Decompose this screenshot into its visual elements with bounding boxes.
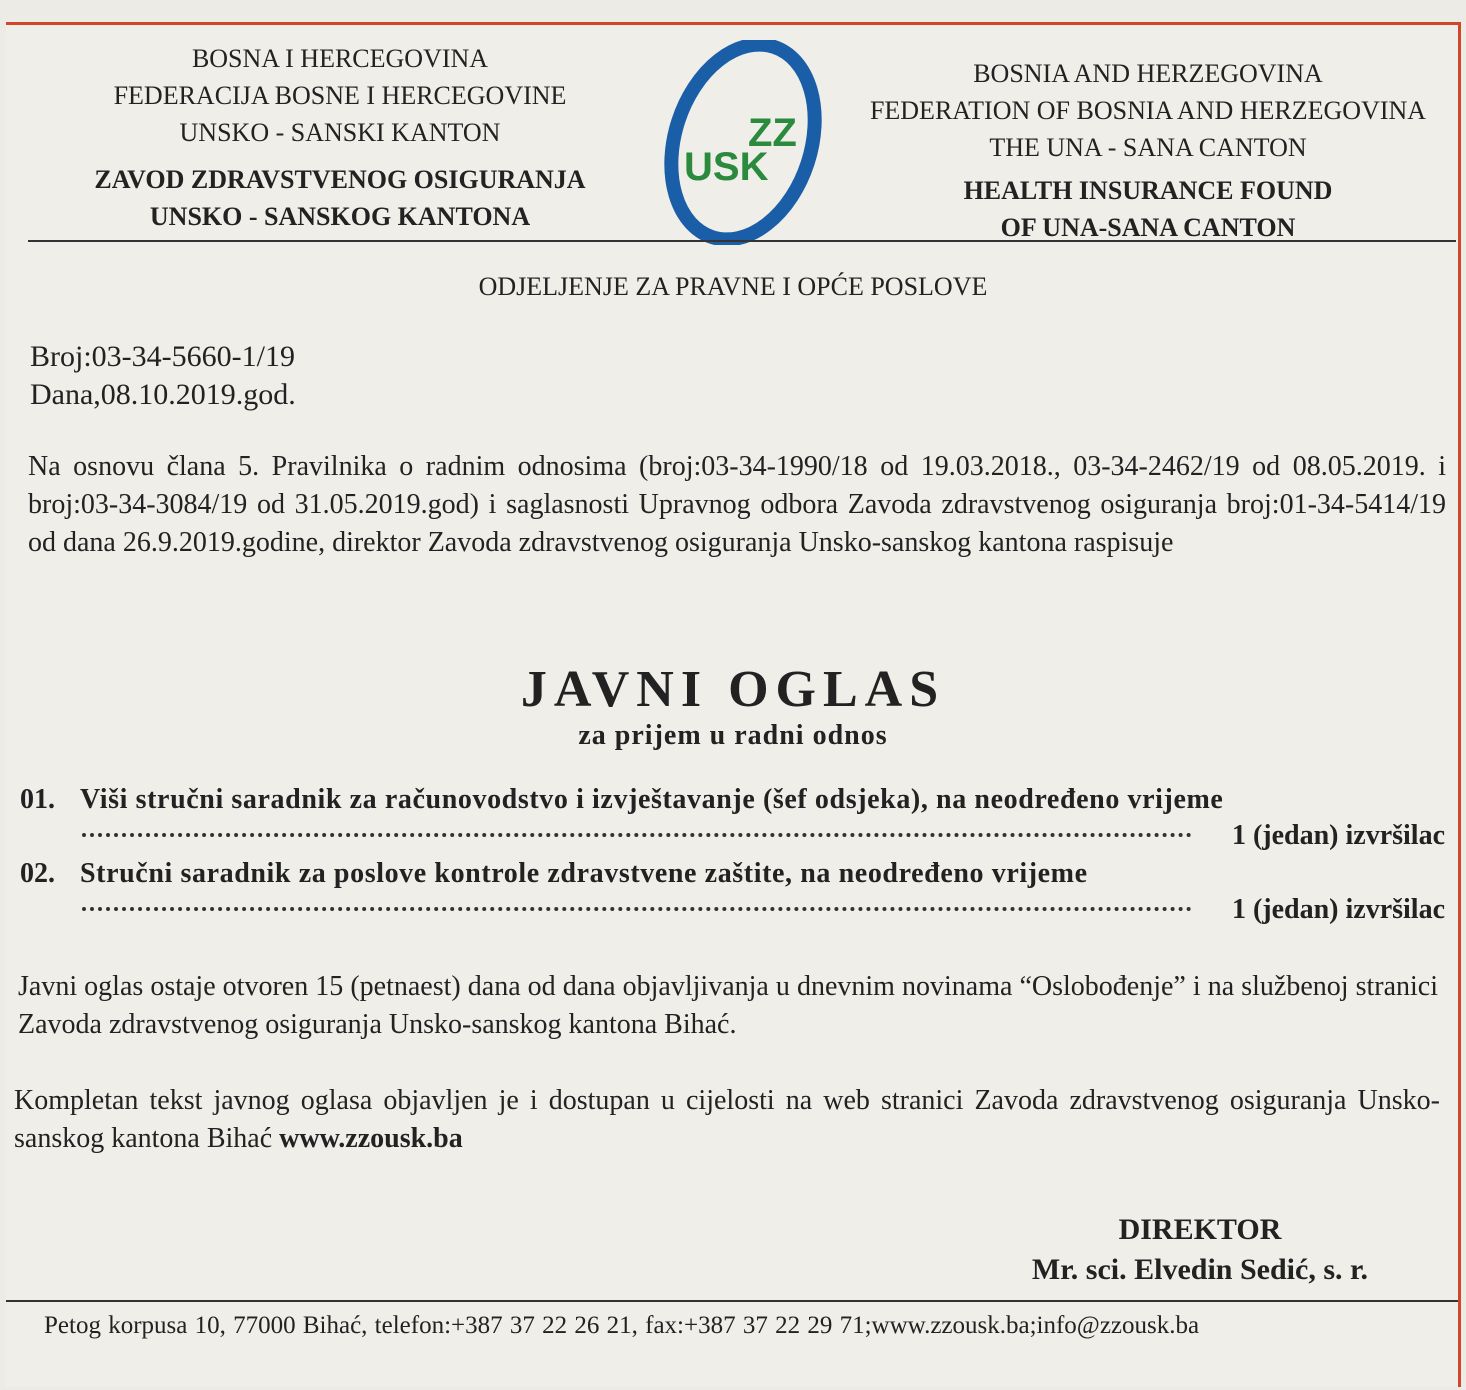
dot-leader — [82, 830, 1192, 837]
institution-name-en-line2: OF UNA-SANA CANTON — [1000, 213, 1296, 242]
institution-name: ZAVOD ZDRAVSTVENOG OSIGURANJA — [94, 165, 586, 194]
position-number: 01. — [20, 784, 55, 815]
canton-name: UNSKO - SANSKI KANTON — [179, 118, 501, 147]
reference-block — [30, 338, 296, 414]
position-count: 1 (jedan) izvršilac — [1231, 894, 1445, 925]
reference-number: Broj:03-34-5660-1/19 — [30, 340, 295, 373]
intro-paragraph: Na osnovu člana 5. Pravilnika o radnim odnosima (broj:03-34-1990/18 od 19.03.2018., 03-34-2462/19 od 08.05.2019. i broj:03-34-3084/19 od 31.05.2019.god) i saglasnosti Upravnog odbora Zavoda zdravstvenog osiguranja broj:01-34-5414/19 od dana 26.9.2019.godine, direktor Zavoda zdravstvenog osiguranja Unsko-sanskog kantona raspisuje — [28, 451, 1446, 558]
announcement-title: JAVNI OGLAS — [520, 661, 946, 718]
fulltext-text: Kompletan tekst javnog oglasa objavljen je i dostupan u cijelosti na web stranici Zavoda zdravstvenog osiguranja Unsko-sanskog kantona Bihać — [14, 1085, 1440, 1154]
country-name-en: BOSNIA AND HERZEGOVINA — [973, 59, 1323, 88]
header-divider — [28, 240, 1456, 242]
logo-text-bottom: USK — [684, 145, 769, 189]
position-item — [20, 858, 1445, 938]
fulltext-paragraph — [14, 1082, 1440, 1158]
signatory-name: Mr. sci. Elvedin Sedić, s. r. — [1031, 1253, 1369, 1286]
reference-date: Dana,08.10.2019.god. — [30, 378, 296, 411]
dot-leader — [82, 904, 1192, 911]
footer-contact: Petog korpusa 10, 77000 Bihać, telefon:+387 37 22 26 21, fax:+387 37 22 29 71;www.zzousk.ba;info@zzousk.ba — [44, 1312, 1200, 1339]
position-count: 1 (jedan) izvršilac — [1231, 820, 1445, 851]
footer-divider — [6, 1300, 1458, 1302]
signature-block — [1000, 1210, 1400, 1290]
position-number: 02. — [20, 858, 55, 889]
federation-name: FEDERACIJA BOSNE I HERCEGOVINE — [113, 81, 567, 110]
institution-name-en: HEALTH INSURANCE FOUND — [963, 176, 1333, 205]
canton-name-en: THE UNA - SANA CANTON — [989, 133, 1307, 162]
header-left — [40, 40, 640, 235]
website-link[interactable]: www.zzousk.ba — [279, 1123, 463, 1154]
position-item — [20, 784, 1445, 864]
announcement-subtitle: za prijem u radni odnos — [578, 720, 888, 751]
logo-text-top: ZZ — [748, 111, 797, 155]
header-right — [848, 55, 1448, 246]
position-title: Stručni saradnik za poslove kontrole zdravstvene zaštite, na neodređeno vrijeme — [80, 858, 1088, 889]
position-title: Viši stručni saradnik za računovodstvo i izvještavanje (šef odsjeka), na neodređeno vrijeme — [80, 784, 1224, 815]
notice-paragraph: Javni oglas ostaje otvoren 15 (petnaest) dana od dana objavljivanja u dnevnim novinama “Oslobođenje” i na službenoj stranici Zavoda zdravstvenog osiguranja Unsko-sanskog kantona Bihać. — [18, 971, 1438, 1040]
institution-name-line2: UNSKO - SANSKOG KANTONA — [149, 202, 531, 231]
zzusk-logo — [648, 40, 838, 245]
country-name: BOSNA I HERCEGOVINA — [191, 44, 489, 73]
federation-name-en: FEDERATION OF BOSNIA AND HERZEGOVINA — [869, 96, 1427, 125]
logo-ring — [648, 40, 838, 245]
signatory-role: DIREKTOR — [1118, 1213, 1282, 1246]
department-name: ODJELJENJE ZA PRAVNE I OPĆE POSLOVE — [478, 272, 988, 301]
